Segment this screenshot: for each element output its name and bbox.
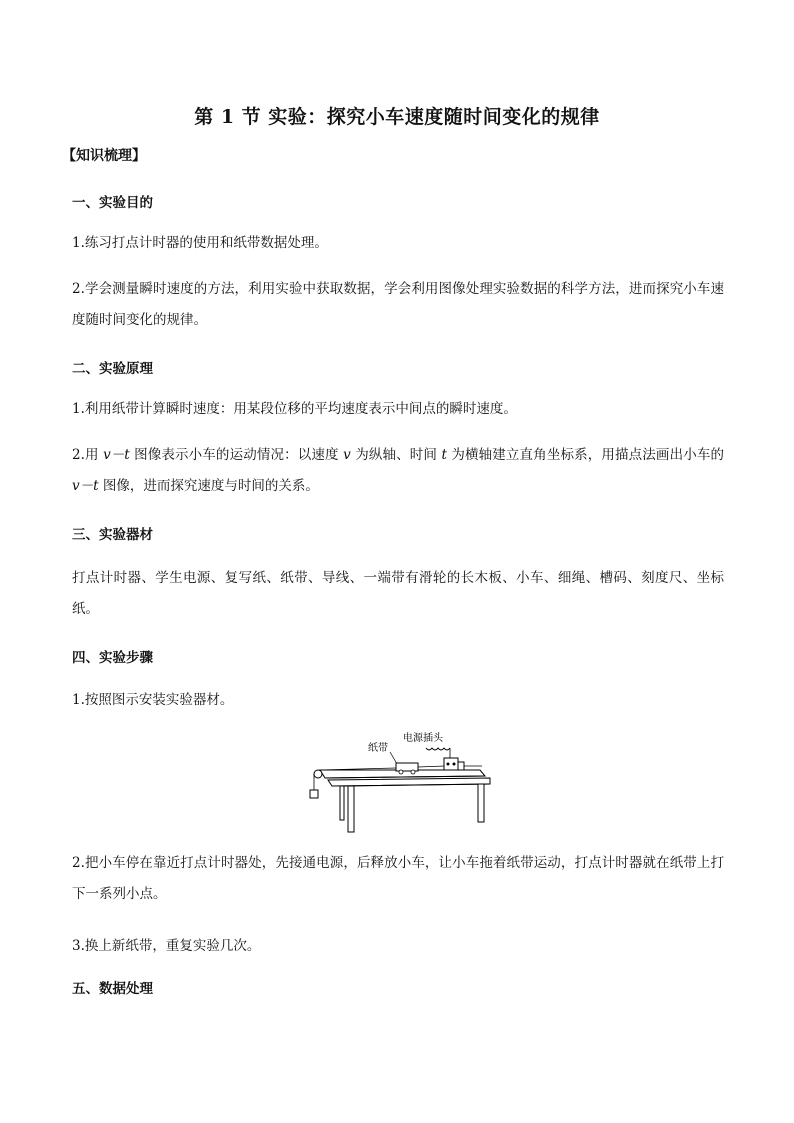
heading-experiment-purpose: 一、实验目的 (72, 195, 153, 211)
purpose-paragraph-2: 2.学会测量瞬时速度的方法，利用实验中获取数据，学会利用图像处理实验数据的科学方法，进而探究小车速度随时间变化的规律。 (72, 281, 724, 328)
text-fragment: 为纵轴、时间 (350, 447, 442, 463)
heading-data-processing: 五、数据处理 (72, 981, 153, 997)
heading-experiment-steps: 四、实验步骤 (72, 650, 153, 666)
text-fragment: 为横轴建立直角坐标系，用描点法画出小车的 (446, 447, 724, 463)
text-fragment: 图像，进而探究速度与时间的关系。 (98, 478, 319, 494)
purpose-paragraph-1: 1.练习打点计时器的使用和纸带数据处理。 (72, 235, 328, 251)
steps-paragraph-3: 3.换上新纸带，重复实验几次。 (72, 938, 261, 954)
t-symbol: t (441, 447, 447, 463)
fig-label-tape: 纸带 (368, 743, 388, 754)
text-fragment: 2.用 (72, 447, 104, 463)
vt-symbol: v－t (72, 478, 99, 494)
principle-paragraph-1: 1.利用纸带计算瞬时速度：用某段位移的平均速度表示中间点的瞬时速度。 (72, 401, 517, 417)
principle-paragraph-2 (72, 440, 724, 502)
fig-label-plug: 电源插头 (403, 733, 443, 744)
v-symbol: v (343, 447, 351, 463)
heading-experiment-principle: 二、实验原理 (72, 361, 153, 377)
apparatus-diagram (300, 722, 500, 834)
knowledge-tag: 【知识梳理】 (62, 148, 146, 164)
steps-paragraph-1: 1.按照图示安装实验器材。 (72, 692, 234, 708)
equipment-paragraph: 打点计时器、学生电源、复写纸、纸带、导线、一端带有滑轮的长木板、小车、细绳、槽码、刻度尺、坐标纸。 (72, 570, 724, 617)
text-fragment: 图像表示小车的运动情况：以速度 (129, 447, 344, 463)
steps-paragraph-2: 2.把小车停在靠近打点计时器处，先接通电源，后释放小车，让小车拖着纸带运动，打点计时器就在纸带上打下一系列小点。 (72, 855, 724, 902)
heading-experiment-equipment: 三、实验器材 (72, 527, 153, 543)
vt-symbol: v－t (103, 447, 130, 463)
page-title: 第 1 节 实验：探究小车速度随时间变化的规律 (194, 106, 600, 128)
